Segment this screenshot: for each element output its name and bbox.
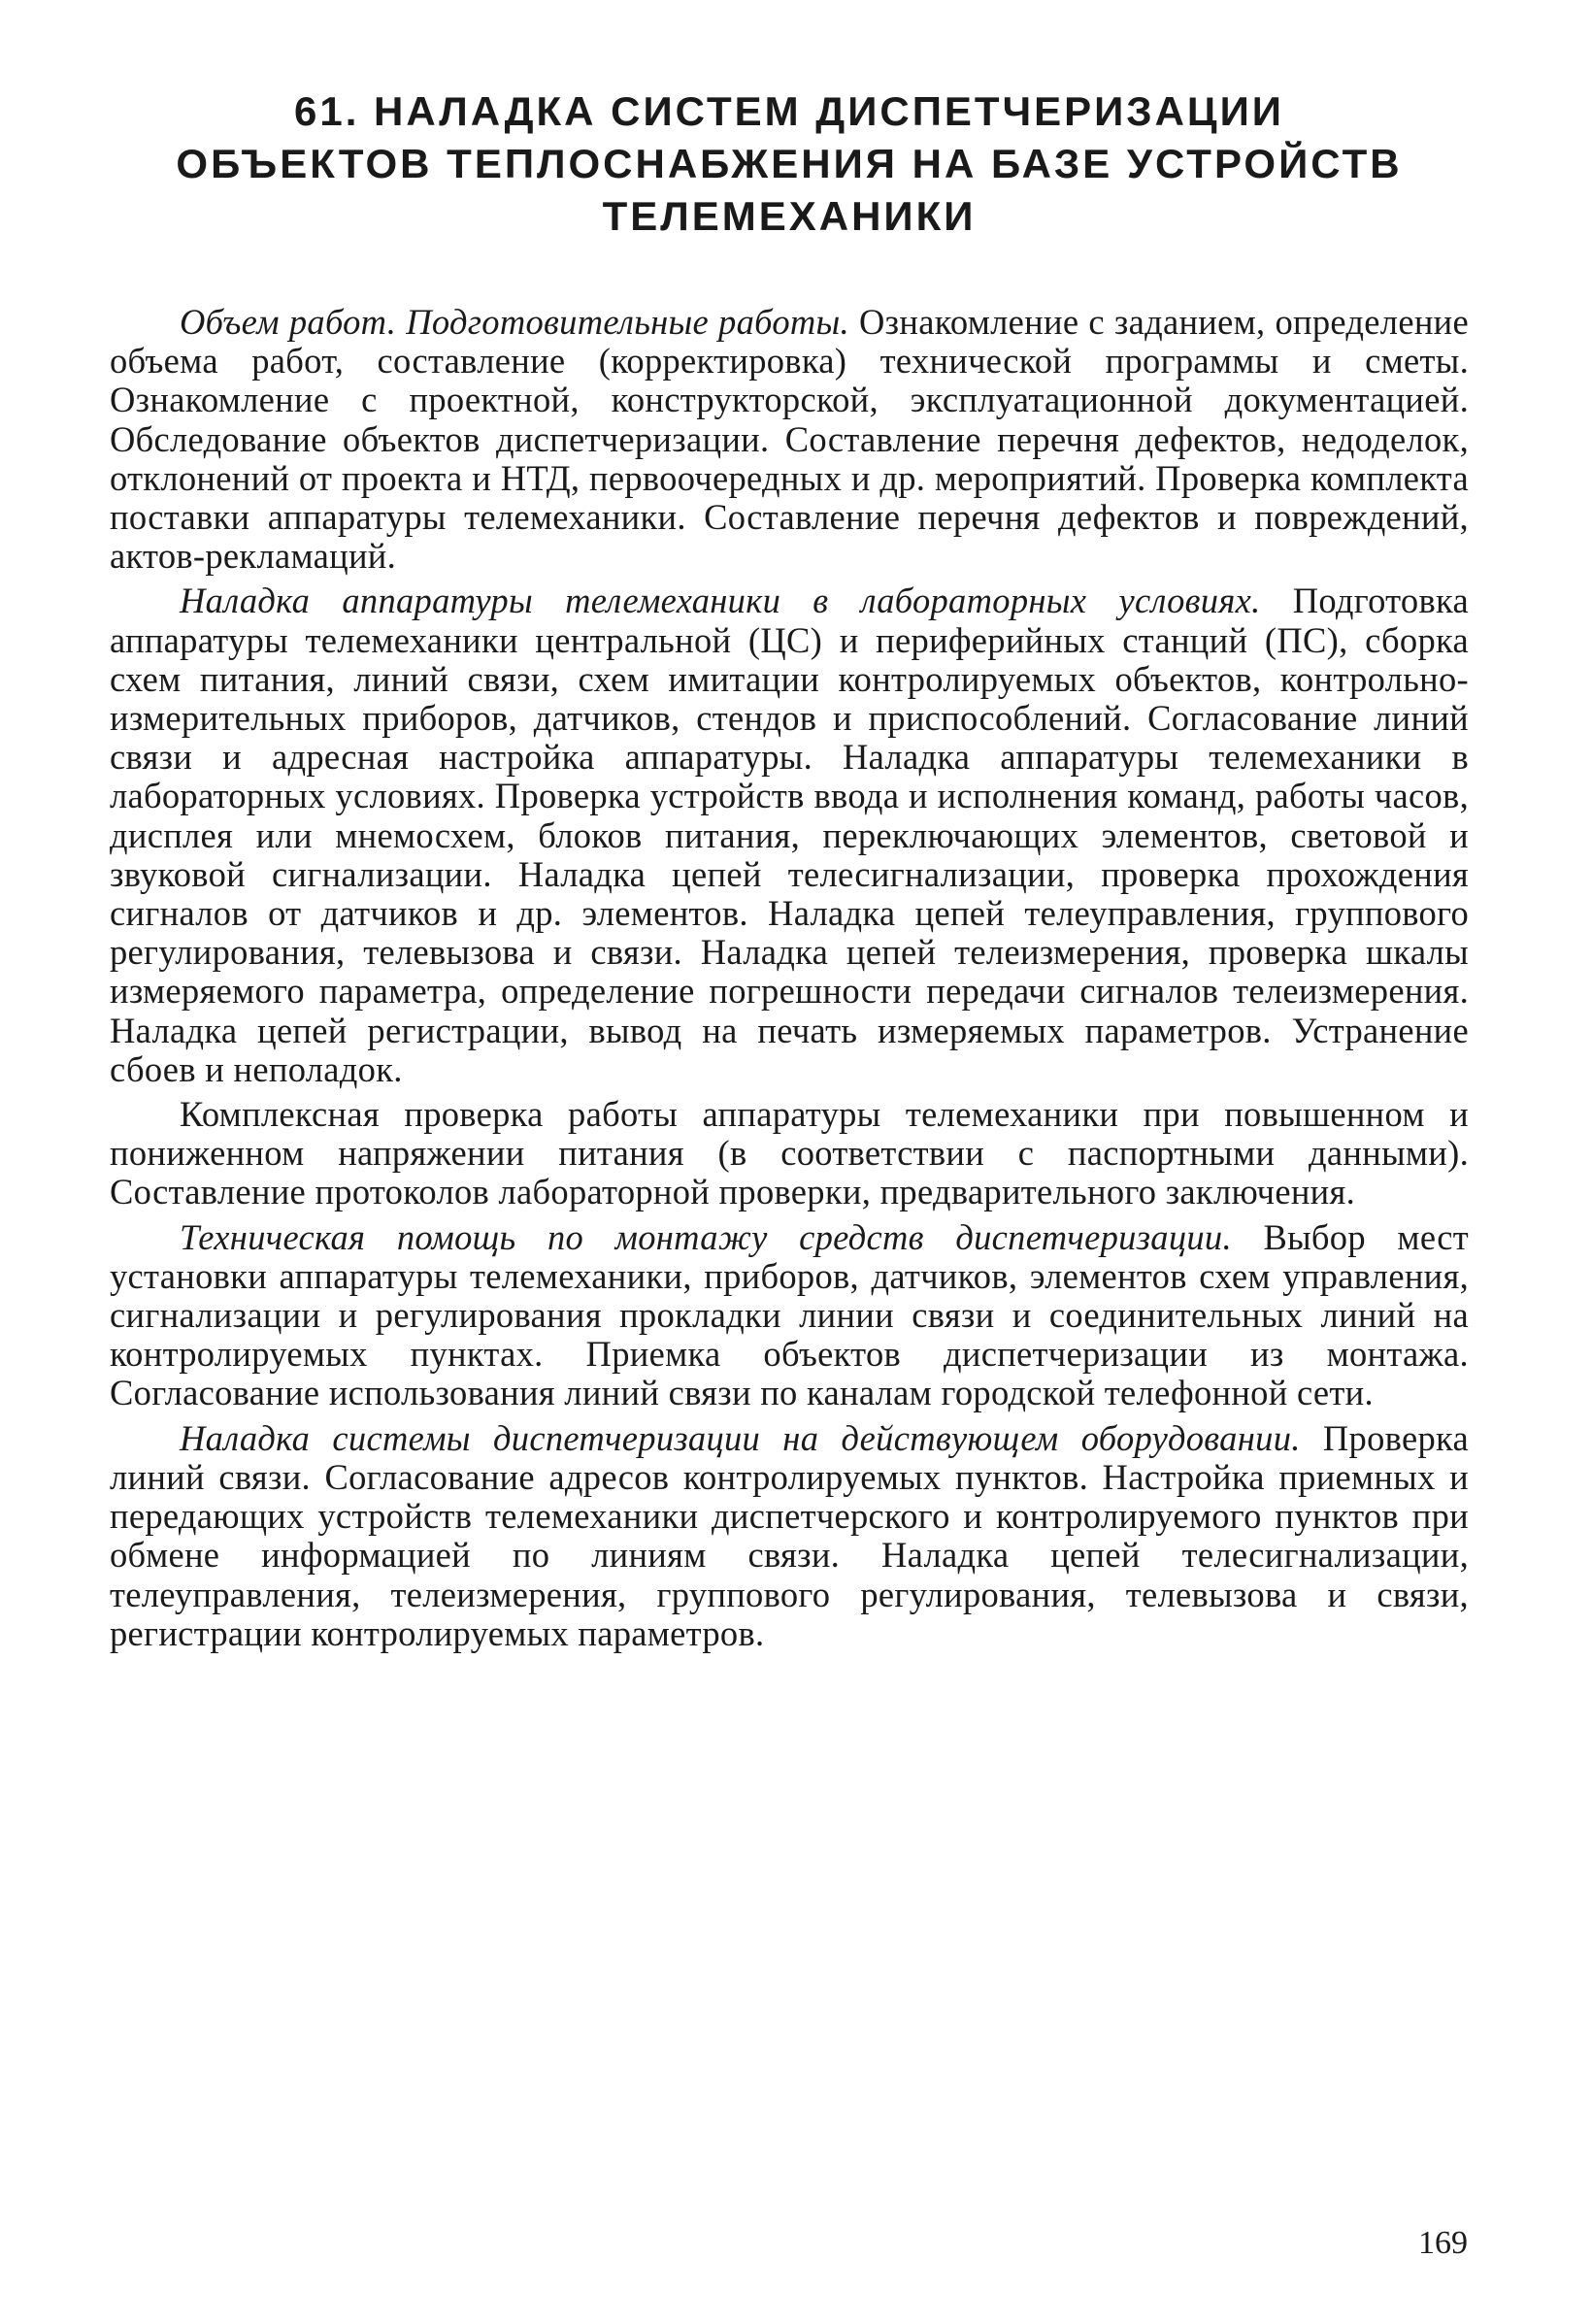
title-line-1: 61. НАЛАДКА СИСТЕМ ДИСПЕТЧЕРИЗАЦИИ [294, 88, 1284, 134]
page-number: 169 [1418, 2225, 1468, 2261]
document-page [110, 85, 1469, 1659]
section-title [110, 85, 1469, 243]
paragraph-text: Комплексная проверка работы аппаратуры телемеханики при повышенном и пониженном напряжении питания (в соответствии с паспортными данными). Составление протоколов лабораторной проверки, предварительного заключения. [110, 1094, 1469, 1212]
paragraph-installation-help [110, 1218, 1469, 1413]
title-line-2: ОБЪЕКТОВ ТЕПЛОСНАБЖЕНИЯ НА БАЗЕ УСТРОЙСТВ [176, 141, 1403, 186]
paragraph-lab-setup [110, 581, 1469, 1089]
paragraph-lead: Наладка аппаратуры телемеханики в лабораторных условиях. [180, 581, 1261, 621]
paragraph-scope-of-work [110, 303, 1469, 576]
paragraph-lead: Техническая помощь по монтажу средств диспетчеризации. [180, 1216, 1232, 1257]
paragraph-lead: Наладка системы диспетчеризации на действующем оборудовании. [180, 1417, 1301, 1458]
paragraph-lead: Объем работ. Подготовительные работы. [180, 302, 849, 342]
paragraph-text: Выбор мест установки аппаратуры телемеханики, приборов, датчиков, элементов схем управления, сигнализации и регулирования прокладки линии связи и соединительных линий на контролируемых пунктах. Приемка объектов диспетчеризации из монтажа. Согласование использования линий связи по каналам городской телефонной сети. [110, 1216, 1469, 1413]
paragraph-on-site-setup [110, 1419, 1469, 1653]
paragraph-text: Ознакомление с заданием, определение объема работ, составление (корректировка) технической программы и сметы. Ознакомление с проектной, конструкторской, эксплуатационной документацией. Обследование объектов диспетчеризации. Составление перечня дефектов, недоделок, отклонений от проекта и НТД, первоочередных и др. мероприятий. Проверка комплекта поставки аппаратуры телемеханики. Составление перечня дефектов и повреждений, актов-рекламаций. [110, 302, 1469, 577]
paragraph-complex-check [110, 1095, 1469, 1212]
paragraph-text: Подготовка аппаратуры телемеханики центральной (ЦС) и периферийных станций (ПС), сборка схем питания, линий связи, схем имитации контролируемых объектов, контрольно-измерительных приборов, датчиков, стендов и приспособлений. Согласование линий связи и адресная настройка аппаратуры. Наладка аппаратуры телемеханики в лабораторных условиях. Проверка устройств ввода и исполнения команд, работы часов, дисплея или мнемосхем, блоков питания, переключающих элементов, световой и звуковой сигнализации. Наладка цепей телесигнализации, проверка прохождения сигналов от датчиков и др. элементов. Наладка цепей телеуправления, группового регулирования, телевызова и связи. Наладка цепей телеизмерения, проверка шкалы измеряемого параметра, определение погрешности передачи сигналов телеизмерения. Наладка цепей регистрации, вывод на печать измеряемых параметров. Устранение сбоев и неполадок. [110, 581, 1469, 1089]
paragraph-text: Проверка линий связи. Согласование адресов контролируемых пунктов. Настройка приемных и передающих устройств телемеханики диспетчерского и контролируемого пунктов при обмене информацией по линиям связи. Наладка цепей телесигнализации, телеуправления, телеизмерения, группового регулирования, телевызова и связи, регистрации контролируемых параметров. [110, 1417, 1469, 1653]
title-line-3: ТЕЛЕМЕХАНИКИ [602, 193, 977, 239]
